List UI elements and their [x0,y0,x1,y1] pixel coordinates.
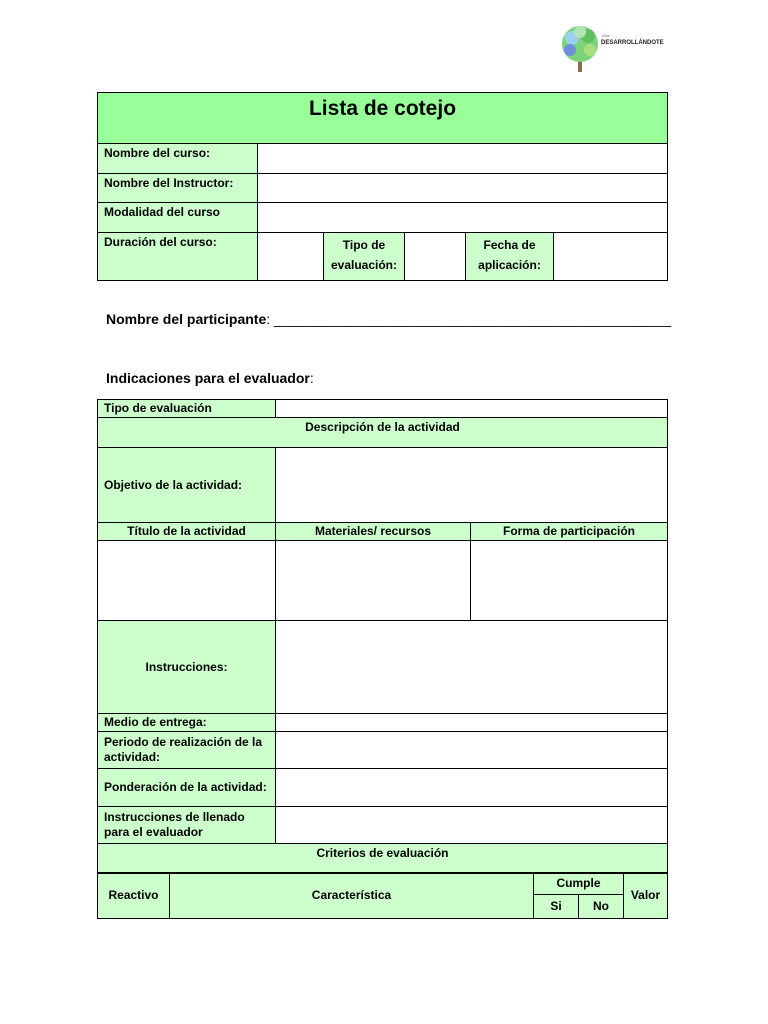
period-label: Periodo de realización de la actividad: [98,732,276,769]
eval-type-row-label: Tipo de evaluación [98,400,276,418]
si-header: Si [534,895,579,919]
eval-type-field[interactable] [405,233,466,281]
delivery-label: Medio de entrega: [98,714,276,732]
modality-field[interactable] [258,203,668,233]
delivery-field[interactable] [276,714,668,732]
valor-header: Valor [624,873,668,919]
reactivo-header: Reactivo [98,873,170,919]
fill-instructions-field[interactable] [276,807,668,844]
date-label-line1: Fecha de [483,238,536,252]
date-label [466,233,554,281]
eval-type-label-line2: evaluación: [330,258,398,272]
date-field[interactable] [554,233,668,281]
eval-type-row-field[interactable] [276,400,668,418]
objective-field[interactable] [276,448,668,523]
criteria-header: Criterios de evaluación [98,844,668,873]
eval-type-label [324,233,405,281]
participation-cell[interactable] [471,541,668,621]
activity-table [97,399,668,919]
participant-label: Nombre del participante [106,311,267,327]
instructions-heading-suffix: : [309,370,314,386]
instructions-heading [106,370,314,386]
document-title: Lista de cotejo [98,93,668,144]
duration-label: Duración del curso: [98,233,258,281]
duration-field[interactable] [258,233,324,281]
cumple-header: Cumple [534,873,624,895]
col-title-header: Título de la actividad [98,523,276,541]
eval-type-label-line1: Tipo de [342,238,386,252]
caracteristica-header: Característica [170,873,534,919]
course-name-label: Nombre del curso: [98,144,258,174]
participant-underline[interactable]: : ___________________________________________________ [266,311,672,327]
instructions-field[interactable] [276,621,668,714]
instructions-heading-label: Indicaciones para el evaluador [106,370,310,386]
materials-cell[interactable] [276,541,471,621]
activity-description-header: Descripción de la actividad [98,418,668,448]
date-label-line2: aplicación: [478,258,541,272]
course-info-table [97,92,668,281]
col-participation-header: Forma de participación [471,523,668,541]
objective-label: Objetivo de la actividad: [98,448,276,523]
title-cell[interactable] [98,541,276,621]
course-name-field[interactable] [258,144,668,174]
col-materials-header: Materiales/ recursos [276,523,471,541]
no-header: No [579,895,624,919]
weighting-label: Ponderación de la actividad: [98,769,276,807]
instructor-label: Nombre del Instructor: [98,174,258,203]
fill-instructions-label: Instrucciones de llenado para el evaluador [98,807,276,844]
instructions-label: Instrucciones: [98,621,276,714]
logo-brand-text: DESARROLLÁNDOTE [601,40,664,46]
logo [558,22,670,74]
instructor-field[interactable] [258,174,668,203]
weighting-field[interactable] [276,769,668,807]
period-field[interactable] [276,732,668,769]
tree-icon [558,22,604,74]
logo-small-text: Vive [602,33,610,38]
modality-label: Modalidad del curso [98,203,258,233]
participant-line [106,311,671,327]
